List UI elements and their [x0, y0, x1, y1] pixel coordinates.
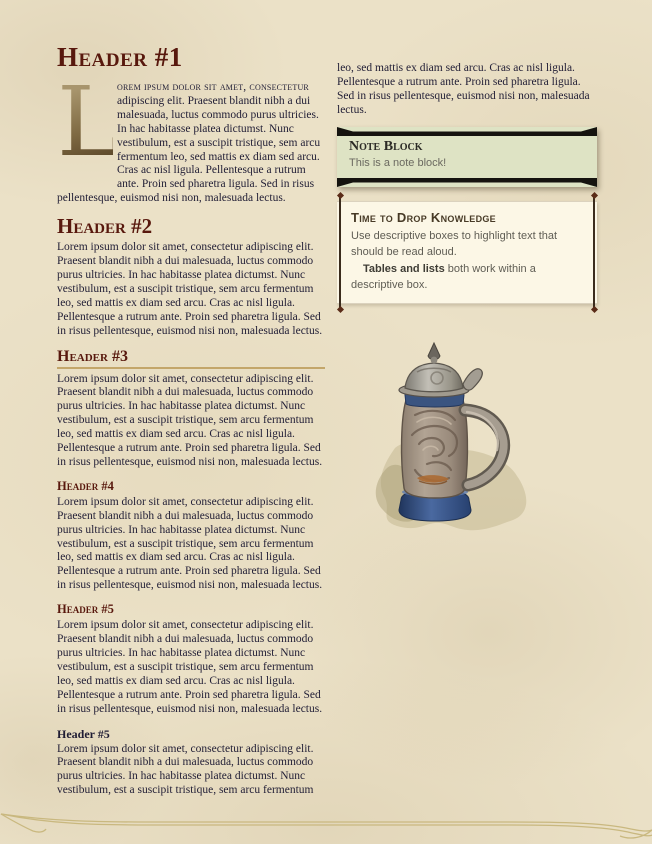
descriptive-line-1: Use descriptive boxes to highlight text that should be read aloud.	[351, 229, 558, 258]
continuation-paragraph: leo, sed mattis ex diam sed arcu. Cras ac nisl ligula. Pellentesque a rutrum ante. Proin sed pharetra ligula. Sed in risus pellentesque, euismod nisi non, malesuada lectus.	[337, 62, 590, 116]
beer-stein-illustration	[367, 340, 552, 535]
section-title-6: Header #5	[57, 726, 110, 741]
drop-cap-letter: L	[57, 85, 113, 185]
corner-diamond-icon	[590, 306, 597, 313]
corner-diamond-icon	[336, 192, 343, 199]
paragraph: Lorem ipsum dolor sit amet, consectetur adipiscing elit. Praesent blandit nibh a dui malesuada, luctus commodo purus ultricies. In hac habitasse platea dictumst. Nunc vestibulum, est a suscipit tristique, sem arcu fermentum leo, sed mattis ex diam sed arcu. Cras ac nisl ligula. Pellentesque a rutrum ante. Proin sed pharetra ligula. Sed in risus pellentesque, euismod nisi non, malesuada lectus.	[57, 495, 323, 592]
descriptive-right-rule	[593, 196, 595, 309]
page-title: Header #1	[57, 42, 183, 72]
descriptive-left-rule	[339, 196, 341, 309]
lead-small-caps: orem ipsum dolor sit amet, consectetur	[117, 81, 309, 93]
note-body: This is a note block!	[349, 156, 447, 169]
section-4	[57, 479, 325, 593]
paragraph	[57, 66, 325, 206]
section-3	[57, 348, 325, 470]
descriptive-bold-lead: Tables and lists	[363, 262, 445, 275]
corner-diamond-icon	[336, 306, 343, 313]
section-6	[57, 727, 325, 799]
paragraph: Lorem ipsum dolor sit amet, consectetur adipiscing elit. Praesent blandit nibh a dui malesuada, luctus commodo purus ultricies. In hac habitasse platea dictumst. Nunc vestibulum, est a suscipit tristique, sem arcu fermentum leo, sed mattis ex diam sed arcu. Cras ac nisl ligula. Pellentesque a rutrum ante. Proin sed pharetra ligula. Sed in risus pellentesque, euismod nisi non, malesuada lectus.	[57, 372, 323, 468]
paragraph-truncated: Lorem ipsum dolor sit amet, consectetur adipiscing elit. Praesent blandit nibh a dui malesuada, luctus commodo purus ultricies. In hac habitasse platea dictumst. Nunc vestibulum, est a suscipit tristique, sem arcu fermentum	[57, 742, 314, 797]
left-column	[57, 42, 325, 806]
right-column	[337, 62, 597, 540]
descriptive-box	[337, 201, 597, 304]
footer-flourish-icon	[0, 806, 652, 844]
descriptive-line-2	[351, 261, 583, 293]
section-title-3: Header #3	[57, 348, 325, 369]
section-2	[57, 214, 325, 338]
descriptive-line-2-rest: both work within a descriptive box.	[351, 262, 536, 291]
paragraph-text: adipiscing elit. Praesent blandit nibh a dui malesuada, luctus commodo purus ultricies. In hac habitasse platea dictumst. Nunc vestibulum, est a suscipit tristique, sem arcu fermentum leo, sed mattis ex diam sed arcu. Cras ac nisl ligula. Pellentesque a rutrum ante. Proin sed pharetra ligula. Sed in risus pellentesque, euismod nisi non, malesuada lectus.	[57, 94, 321, 205]
note-title: Note Block	[349, 138, 423, 154]
note-content	[337, 136, 597, 178]
section-title-5: Header #5	[57, 602, 114, 617]
paragraph: Lorem ipsum dolor sit amet, consectetur adipiscing elit. Praesent blandit nibh a dui malesuada, luctus commodo purus ultricies. In hac habitasse platea dictumst. Nunc vestibulum, est a suscipit tristique, sem arcu fermentum leo, sed mattis ex diam sed arcu. Cras ac nisl ligula. Pellentesque a rutrum ante. Proin sed pharetra ligula. Sed in risus pellentesque, euismod nisi non, malesuada lectus.	[57, 241, 323, 337]
section-1	[57, 42, 325, 206]
section-5	[57, 602, 325, 716]
section-title-2: Header #2	[57, 214, 153, 239]
note-bottom-bar	[337, 178, 597, 187]
section-title-4: Header #4	[57, 478, 114, 493]
paragraph: Lorem ipsum dolor sit amet, consectetur adipiscing elit. Praesent blandit nibh a dui malesuada, luctus commodo purus ultricies. In hac habitasse platea dictumst. Nunc vestibulum, est a suscipit tristique, sem arcu fermentum leo, sed mattis ex diam sed arcu. Cras ac nisl ligula. Pellentesque a rutrum ante. Proin sed pharetra ligula. Sed in risus pellentesque, euismod nisi non, malesuada lectus.	[57, 619, 323, 715]
descriptive-title: Time to Drop Knowledge	[351, 209, 496, 225]
corner-diamond-icon	[590, 192, 597, 199]
note-top-bar	[337, 127, 597, 136]
note-block	[337, 127, 597, 187]
